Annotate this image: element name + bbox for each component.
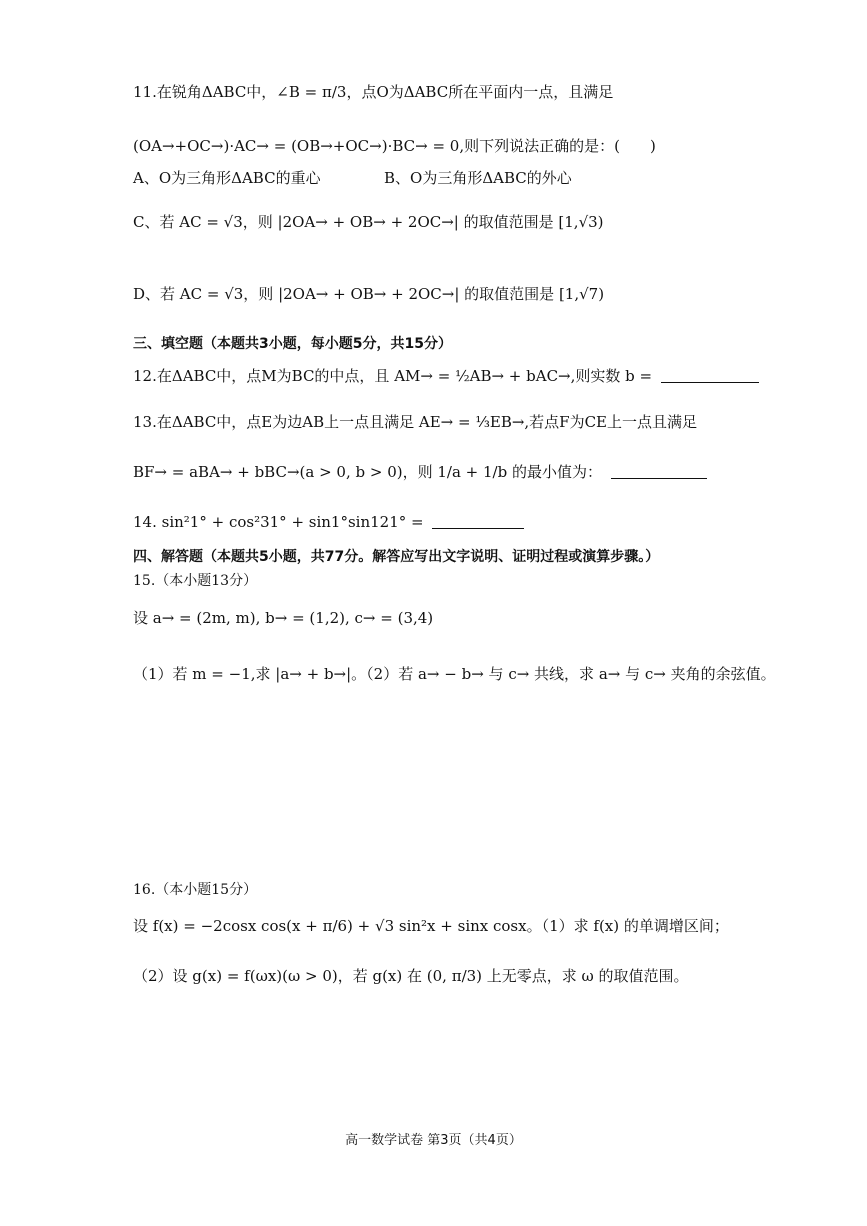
q12-text: 12.在ΔABC中，点M为BC的中点，且 AM→ = ½AB→ + bAC→,则实数 b =: [133, 367, 653, 385]
question-14: [133, 512, 524, 532]
section-3-heading: 三、填空题（本题共3小题，每小题5分，共15分）: [133, 336, 452, 352]
q16-part2: （2）设 g(x) = f(ωx)(ω > 0)，若 g(x) 在 (0, π/3) 上无零点，求 ω 的取值范围。: [133, 967, 689, 985]
question-12: [133, 366, 759, 386]
q14-answer-blank: [432, 514, 524, 529]
q11-line1: 11.在锐角ΔABC中，∠B = π/3，点O为ΔABC所在平面内一点，且满足: [133, 83, 614, 101]
page-footer: 高一数学试卷 第3页（共4页）: [345, 1133, 522, 1148]
q16-given: 设 f(x) = −2cosx cos(x + π/6) + √3 sin²x + sinx cosx。（1）求 f(x) 的单调增区间；: [133, 917, 729, 935]
q15-given: 设 a→ = (2m, m), b→ = (1,2), c→ = (3,4): [133, 609, 434, 627]
q13-answer-blank: [611, 464, 707, 479]
q15-parts: （1）若 m = −1,求 |a→ + b→|。（2）若 a→ − b→ 与 c→ 共线，求 a→ 与 c→ 夹角的余弦值。: [133, 665, 776, 683]
q11-line2: (OA→+OC→)·AC→ = (OB→+OC→)·BC→ = 0,则下列说法正确的是：( ): [133, 137, 656, 155]
q16-header: 16.（本小题15分）: [133, 882, 258, 898]
q13-line2-text: BF→ = aBA→ + bBC→(a > 0, b > 0)，则 1/a + 1/b 的最小值为：: [133, 463, 602, 481]
q14-text: 14. sin²1° + cos²31° + sin1°sin121° =: [133, 513, 424, 531]
q15-header: 15.（本小题13分）: [133, 573, 258, 589]
q13-line2: [133, 462, 707, 482]
q11-option-a: A、O为三角形ΔABC的重心: [133, 169, 321, 187]
q11-option-d: D、若 AC = √3，则 |2OA→ + OB→ + 2OC→| 的取值范围是 [1,√7): [133, 285, 605, 303]
q11-option-c: C、若 AC = √3，则 |2OA→ + OB→ + 2OC→| 的取值范围是 [1,√3): [133, 213, 604, 231]
q12-answer-blank: [661, 368, 759, 383]
q11-option-b: B、O为三角形ΔABC的外心: [384, 169, 572, 187]
q13-line1: 13.在ΔABC中，点E为边AB上一点且满足 AE→ = ⅓EB→,若点F为CE上一点且满足: [133, 413, 698, 431]
section-4-heading: 四、解答题（本题共5小题，共77分。解答应写出文字说明、证明过程或演算步骤。）: [133, 549, 660, 565]
